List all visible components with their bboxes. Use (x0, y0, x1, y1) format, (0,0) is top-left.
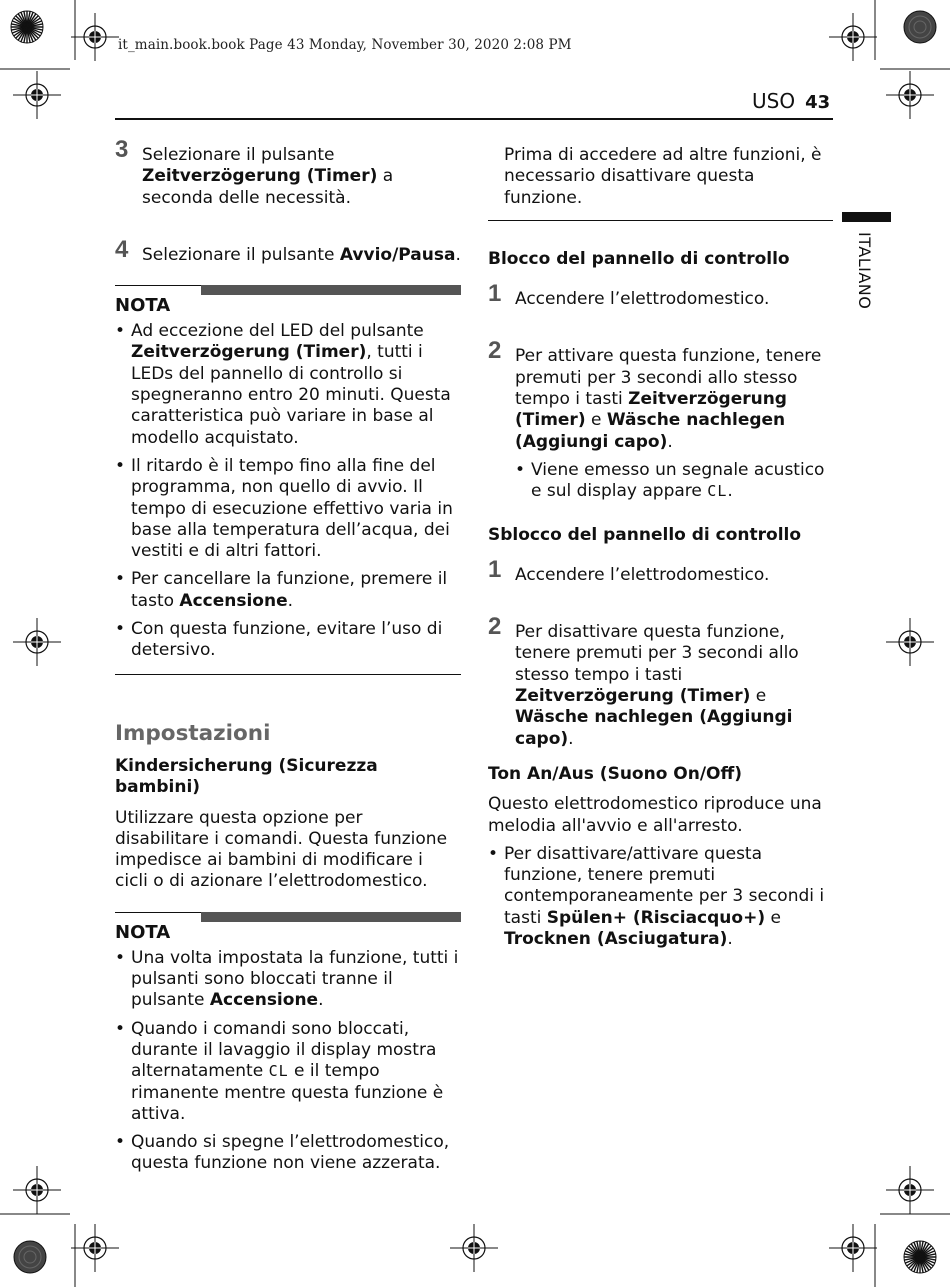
section-title: Impostazioni (115, 720, 271, 746)
step-3 (115, 136, 461, 209)
step-text: Selezionare il pulsante Avvio/Pausa. (142, 244, 461, 265)
paragraph: Utilizzare questa opzione per disabilitare i comandi. Questa funzione impedisce ai bambini di modificare i cicli o di azionare l’elettrodomestico. (115, 807, 448, 892)
step-number: 4 (115, 235, 129, 263)
note-item: • Quando i comandi sono bloccati, durante il lavaggio il display mostra alternatamente CL e il tempo rimanente mentre questa funzione è attiva. (115, 1018, 444, 1124)
note-item: • Con questa funzione, evitare l’uso di detersivo. (115, 619, 443, 661)
language-label: ITALIANO (855, 232, 874, 310)
step-number: 2 (488, 613, 502, 641)
note-item: • Ad eccezione del LED del pulsante Zeitverzögerung (Timer), tutti i LEDs del pannello di controllo si spegneranno entro 20 minuti. Questa caratteristica può variare in base al modello acquistato. (115, 321, 451, 448)
note-header (115, 912, 461, 948)
language-tab (842, 212, 891, 222)
note-header (115, 285, 461, 321)
subsection-title: Sblocco del pannello di controllo (488, 524, 802, 545)
left-column (115, 136, 461, 1175)
lock-step-1 (488, 280, 833, 310)
note-item: • Per cancellare la funzione, premere il tasto Accensione. (115, 569, 448, 611)
step-4 (115, 235, 461, 266)
subsection-title: Ton An/Aus (Suono On/Off) (488, 763, 743, 784)
step-text: Per disattivare questa funzione, tenere premuti per 3 secondi allo stesso tempo i tasti Zeitverzögerung (Timer) e Wäsche nachlegen (Aggiungi capo). (515, 622, 799, 749)
note-item: • Quando si spegne l’elettrodomestico, questa funzione non viene azzerata. (115, 1132, 450, 1174)
subsection-title: Kindersicherung (Sicurezza bambini) (115, 755, 378, 798)
note-item: • Una volta impostata la funzione, tutti i pulsanti sono bloccati tranne il pulsante Accensione. (115, 947, 459, 1011)
step-number: 2 (488, 337, 502, 365)
lock-step-2 (488, 337, 833, 452)
unlock-step-1 (488, 555, 833, 586)
step-number: 3 (115, 136, 129, 163)
header-rule (115, 118, 833, 120)
step-number: 1 (488, 280, 502, 308)
note-label: NOTA (115, 295, 171, 317)
sound-bullet: • Per disattivare/attivare questa funzione, tenere premuti contemporaneamente per 3 secondi i tasti Spülen+ (Risciacquo+) e Trocknen (Asciugatura). (488, 843, 825, 950)
note-end-rule (488, 220, 833, 221)
lock-step-2-bullet: • Viene emesso un segnale acustico e sul display appare CL. (515, 459, 825, 502)
step-text: Accendere l’elettrodomestico. (515, 289, 770, 310)
display-code: CL (707, 482, 728, 501)
step-text: Selezionare il pulsante Zeitverzögerung (Timer) a seconda delle necessità. (142, 145, 394, 208)
intro-paragraph: Prima di accedere ad altre funzioni, è necessario disattivare questa funzione. (504, 145, 822, 208)
right-column (488, 145, 833, 950)
unlock-step-2 (488, 613, 833, 750)
step-text: Accendere l’elettrodomestico. (515, 564, 770, 585)
note-box-child-lock (115, 912, 461, 1175)
note-end-rule (115, 674, 461, 675)
note-item: • Il ritardo è il tempo fino alla fine del programma, non quello di avvio. Il tempo di esecuzione effettivo varia in base alla temperatura dell’acqua, dei vestiti e di altri fattori. (115, 455, 453, 562)
step-number: 1 (488, 555, 502, 583)
paragraph: Questo elettrodomestico riproduce una melodia all'avvio e all'arresto. (488, 794, 822, 836)
note-box-timer (115, 285, 461, 674)
step-text: Per attivare questa funzione, tenere premuti per 3 secondi allo stesso tempo i tasti Zeitverzögerung (Timer) e Wäsche nachlegen (Aggiungi capo). (515, 346, 822, 452)
page-header (752, 89, 830, 113)
page-number: 43 (805, 92, 831, 113)
print-slug: it_main.book.book Page 43 Monday, November 30, 2020 2:08 PM (118, 37, 572, 53)
subsection-title: Blocco del pannello di controllo (488, 248, 790, 269)
section-name: USO (752, 89, 796, 113)
display-code: CL (268, 1062, 289, 1081)
note-label: NOTA (115, 921, 171, 943)
